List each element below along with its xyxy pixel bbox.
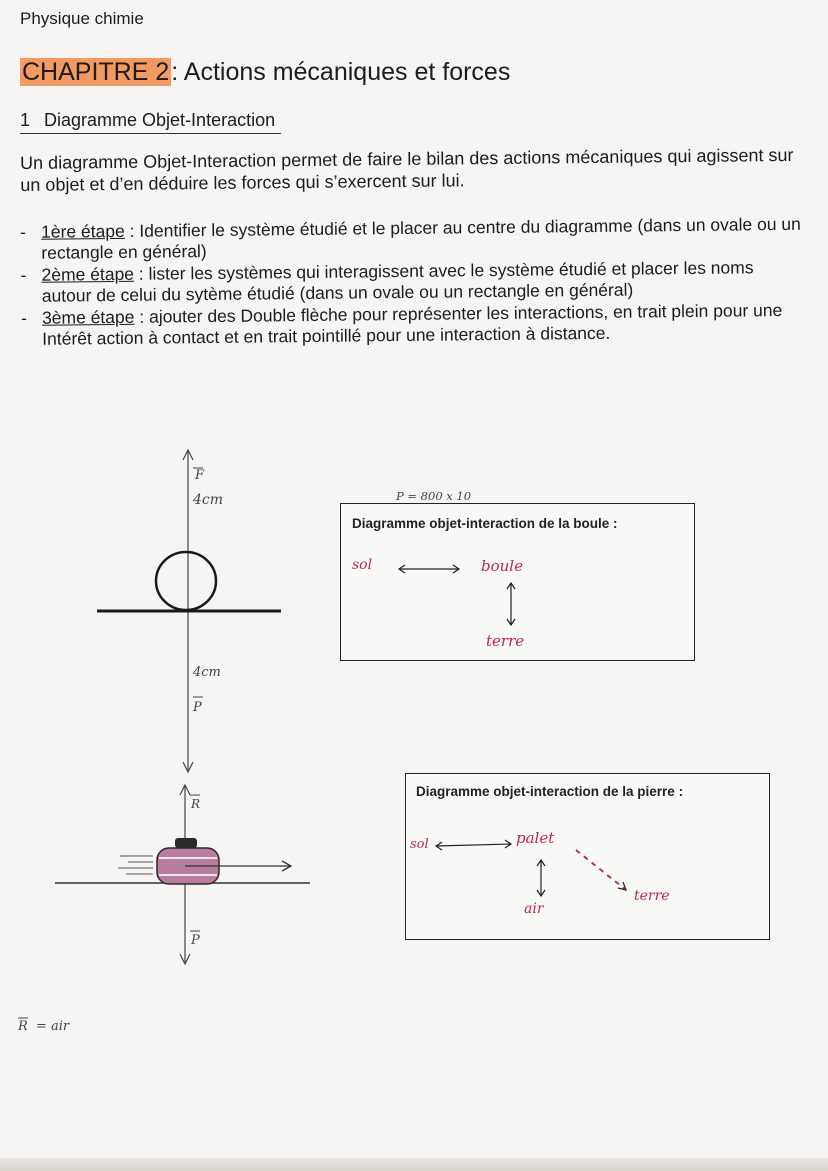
- node-sol: sol: [410, 837, 429, 852]
- subject-heading: Physique chimie: [20, 9, 144, 28]
- step-text: : lister les systèmes qui interagissent avec le système étudié et placer les noms autour de celui du sytème étudié (dans un ovale ou un rectangle en général): [41, 257, 754, 306]
- force-r-label: R: [191, 797, 201, 811]
- list-item: - 2ème étape : lister les systèmes qui interagissent avec le système étudié et placer les noms autour de celui du sytème étudié (dans un ovale ou un rectangle en général): [20, 257, 754, 306]
- force-f-length: 4cm: [193, 492, 224, 508]
- list-item: - 3ème étape : ajouter des Double flèche pour représenter les interactions, en trait plein pour une Intérêt action à contact et en trait pointillé pour une interaction à distance.: [20, 300, 783, 349]
- intro-paragraph: Un diagramme Objet-Interaction permet de faire le bilan des actions mécaniques qui agissent sur un objet et d’en déduire les forces qui s’exercent sur lui.: [20, 144, 794, 195]
- weight-note: P = 800 x 10: [396, 489, 472, 503]
- step-label: 2ème étape: [41, 263, 135, 285]
- motion-lines-icon: [118, 856, 153, 874]
- note-r-text: = air: [36, 1019, 70, 1034]
- section-title: Diagramme Objet-Interaction: [44, 110, 276, 130]
- diagram-pierre-box: [405, 773, 770, 940]
- force-p-label: P: [193, 700, 202, 715]
- chapter-tag: CHAPITRE 2: [22, 58, 170, 86]
- stone-handle-icon: [175, 838, 197, 848]
- interaction-line: [436, 844, 511, 846]
- node-boule: boule: [481, 557, 523, 575]
- force-p-length: 4cm: [193, 665, 221, 680]
- step-label: 1ère étape: [40, 220, 125, 242]
- section-number: 1: [20, 110, 31, 130]
- note-r-label: R: [18, 1019, 28, 1034]
- force-p2-label: P: [191, 933, 200, 948]
- step-text: : Identifier le système étudié et le placer au centre du diagramme (dans un ovale ou un rectangle en général): [41, 213, 801, 263]
- node-sol: sol: [352, 557, 373, 573]
- node-terre: terre: [486, 632, 525, 650]
- step-text: : ajouter des Double flèche pour représenter les interactions, en trait plein pour une Intérêt action à contact et en trait pointillé pour une interaction à distance.: [42, 300, 783, 349]
- diagram-pierre-arrows: [406, 774, 769, 939]
- diagram-boule-title: Diagramme objet-interaction de la boule :: [352, 516, 618, 531]
- node-air: air: [524, 901, 544, 917]
- node-terre: terre: [634, 888, 670, 904]
- page-edge: [0, 1158, 828, 1171]
- chapter-name: : Actions mécaniques et forces: [171, 58, 511, 86]
- list-item: - 1ère étape : Identifier le système étudié et le placer au centre du diagramme (dans un ovale ou un rectangle en général): [20, 213, 801, 263]
- diagram-pierre-title: Diagramme objet-interaction de la pierre :: [416, 784, 684, 799]
- distance-interaction-line: [576, 850, 626, 890]
- force-f-label: F: [195, 468, 205, 483]
- step-label: 3ème étape: [41, 306, 135, 328]
- node-palet: palet: [516, 829, 555, 847]
